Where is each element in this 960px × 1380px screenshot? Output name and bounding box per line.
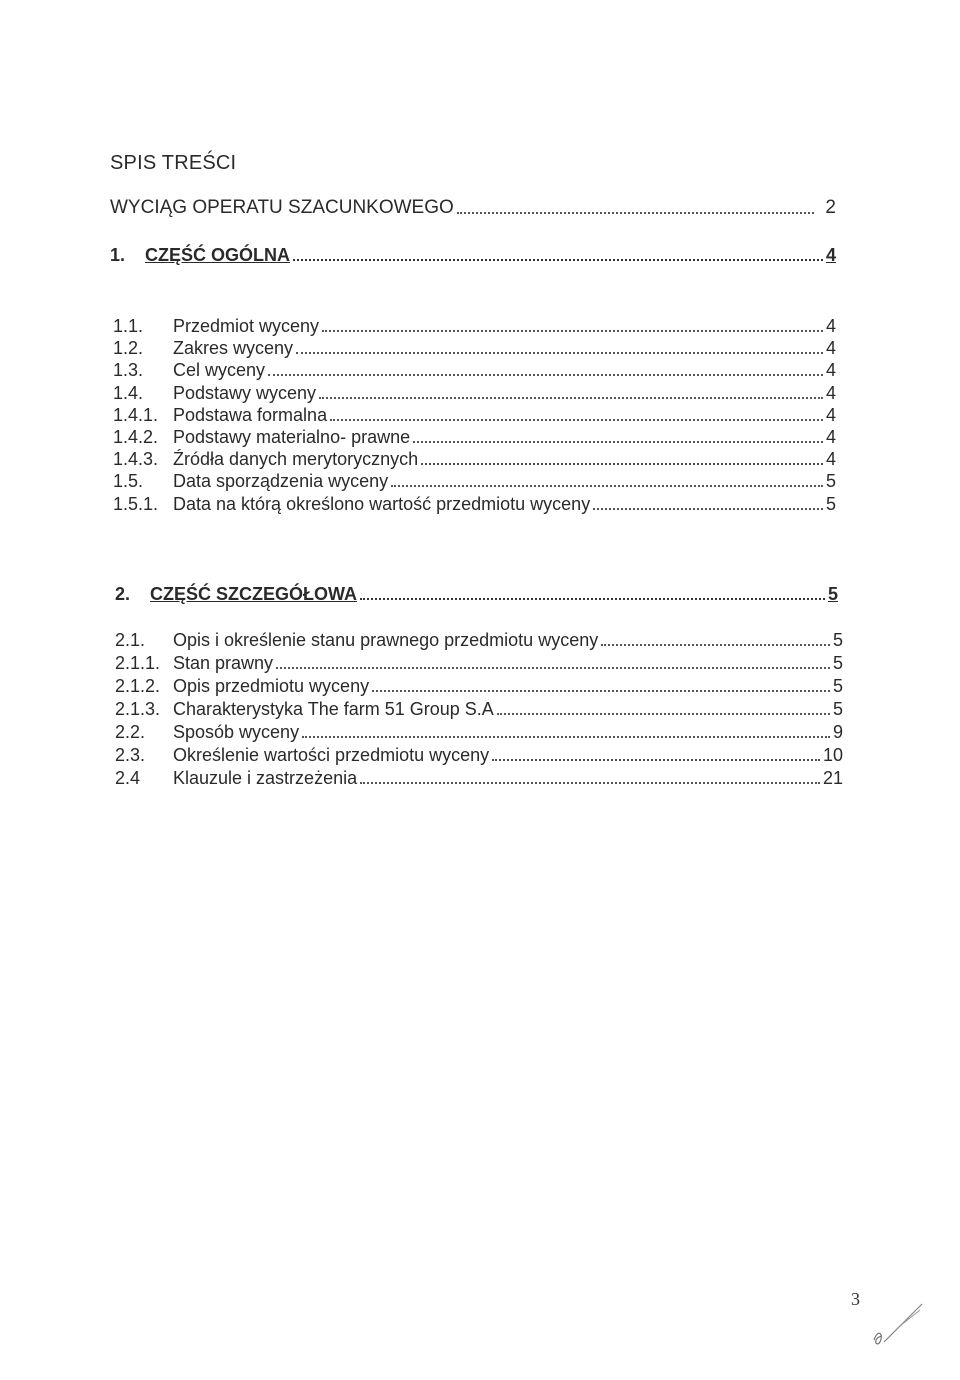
toc-entry[interactable] (115, 698, 843, 720)
dot-leader (601, 644, 830, 646)
toc-entry[interactable] (115, 675, 843, 697)
toc-entry-page: 4 (825, 382, 836, 403)
toc-entry[interactable] (115, 629, 843, 651)
toc-entry-label: Źródła danych merytorycznych (173, 449, 419, 470)
toc-entry[interactable] (113, 448, 836, 470)
toc-entry[interactable] (113, 493, 836, 515)
dot-leader (360, 782, 820, 784)
toc-entry-number: 1.3. (113, 360, 144, 381)
toc-entry-label: Opis i określenie stanu prawnego przedmiotu wyceny (173, 630, 599, 650)
toc-entry-page: 5 (832, 699, 843, 719)
toc-entry[interactable] (113, 382, 836, 404)
dot-leader (457, 212, 815, 214)
toc-entry-label: Przedmiot wyceny (173, 316, 320, 336)
part-label: CZĘŚĆ SZCZEGÓŁOWA (150, 584, 357, 604)
toc-entry-number: 2.3. (115, 745, 146, 765)
toc-entry-label: Data sporządzenia wyceny (173, 471, 389, 492)
part-page: 5 (827, 584, 838, 604)
toc-entry-number: 2.1.2. (115, 676, 161, 696)
toc-entry-label: Podstawa formalna (173, 404, 328, 425)
toc-entry-label: Zakres wyceny (173, 338, 294, 359)
toc-part-1[interactable] (110, 244, 836, 266)
toc-entry-page: 5 (825, 471, 836, 492)
toc-part-2[interactable] (115, 583, 838, 605)
dot-leader (492, 759, 820, 761)
toc-entry[interactable] (113, 470, 836, 492)
toc-entry-label: Podstawy wyceny (173, 382, 317, 403)
toc-entry[interactable] (113, 426, 836, 448)
dot-leader (497, 713, 830, 715)
toc-entry-main[interactable] (110, 197, 836, 219)
dot-leader (330, 419, 823, 421)
toc-entry-number: 2.4 (115, 768, 141, 788)
dot-leader (322, 330, 823, 332)
toc-entry-number: 1.5. (113, 471, 144, 492)
toc-entry-label: WYCIĄG OPERATU SZACUNKOWEGO (110, 197, 454, 218)
toc-entry-label: Opis przedmiotu wyceny (173, 676, 370, 696)
toc-entry-page: 5 (832, 630, 843, 650)
part-number: 2. (115, 584, 131, 604)
dot-leader (293, 259, 823, 261)
toc-entry[interactable] (115, 721, 843, 743)
toc-entry-label: Charakterystyka The farm 51 Group S.A (173, 699, 494, 719)
toc-entry-page: 5 (832, 653, 843, 673)
toc-entry-label: Podstawy materialno- prawne (173, 427, 411, 447)
toc-entry-label: Sposób wyceny (173, 722, 300, 742)
dot-leader (360, 598, 825, 600)
toc-entry[interactable] (113, 337, 836, 359)
toc-entry-number: 1.4.1. (113, 404, 159, 425)
toc-entry-number: 1.5.1. (113, 493, 159, 514)
toc-entry-number: 2.1.3. (115, 699, 161, 719)
toc-heading: SPIS TREŚCI (110, 152, 237, 174)
toc-entry-number: 1.4.2. (113, 427, 159, 447)
toc-entry-page: 4 (825, 449, 836, 470)
dot-leader (302, 736, 830, 738)
signature-mark (870, 1298, 930, 1348)
toc-entry-number: 1.4. (113, 382, 144, 403)
toc-entry-page: 9 (832, 722, 843, 742)
toc-entry-page: 4 (825, 404, 836, 425)
toc-entry[interactable] (115, 652, 843, 674)
dot-leader (319, 397, 823, 399)
toc-entry-number: 2.2. (115, 722, 146, 742)
toc-entry[interactable] (113, 359, 836, 381)
dot-leader (391, 485, 823, 487)
toc-entry-label: Data na którą określono wartość przedmiotu wyceny (173, 493, 591, 514)
toc-entry-label: Określenie wartości przedmiotu wyceny (173, 745, 490, 765)
toc-entry-number: 1.2. (113, 338, 144, 359)
dot-leader (421, 463, 823, 465)
toc-entry-page: 4 (825, 316, 836, 336)
toc-entry-page: 4 (825, 338, 836, 359)
part-label: CZĘŚĆ OGÓLNA (145, 245, 291, 265)
toc-entry-page: 2 (825, 197, 836, 218)
toc-entry-label: Stan prawny (173, 653, 274, 673)
toc-entry-page: 5 (825, 493, 836, 514)
toc-entry-number: 1.1. (113, 316, 144, 336)
toc-entry-page: 4 (825, 360, 836, 381)
toc-entry-page: 10 (822, 745, 843, 765)
part-number: 1. (110, 245, 126, 265)
toc-entry-page: 21 (822, 768, 843, 788)
toc-entry-page: 4 (825, 427, 836, 447)
dot-leader (296, 352, 823, 354)
toc-entry[interactable] (113, 315, 836, 337)
dot-leader (276, 667, 830, 669)
dot-leader (268, 374, 823, 376)
toc-entry-number: 2.1.1. (115, 653, 161, 673)
toc-entry-number: 1.4.3. (113, 449, 159, 470)
part-page: 4 (825, 245, 836, 265)
toc-entry-page: 5 (832, 676, 843, 696)
toc-entry[interactable] (115, 767, 843, 789)
dot-leader (372, 690, 830, 692)
toc-entry-number: 2.1. (115, 630, 146, 650)
toc-entry-label: Klauzule i zastrzeżenia (173, 768, 358, 788)
toc-entry[interactable] (113, 404, 836, 426)
toc-entry-label: Cel wyceny (173, 360, 266, 381)
toc-entry[interactable] (115, 744, 843, 766)
dot-leader (413, 441, 823, 443)
page-number: 3 (851, 1289, 860, 1309)
dot-leader (593, 508, 823, 510)
